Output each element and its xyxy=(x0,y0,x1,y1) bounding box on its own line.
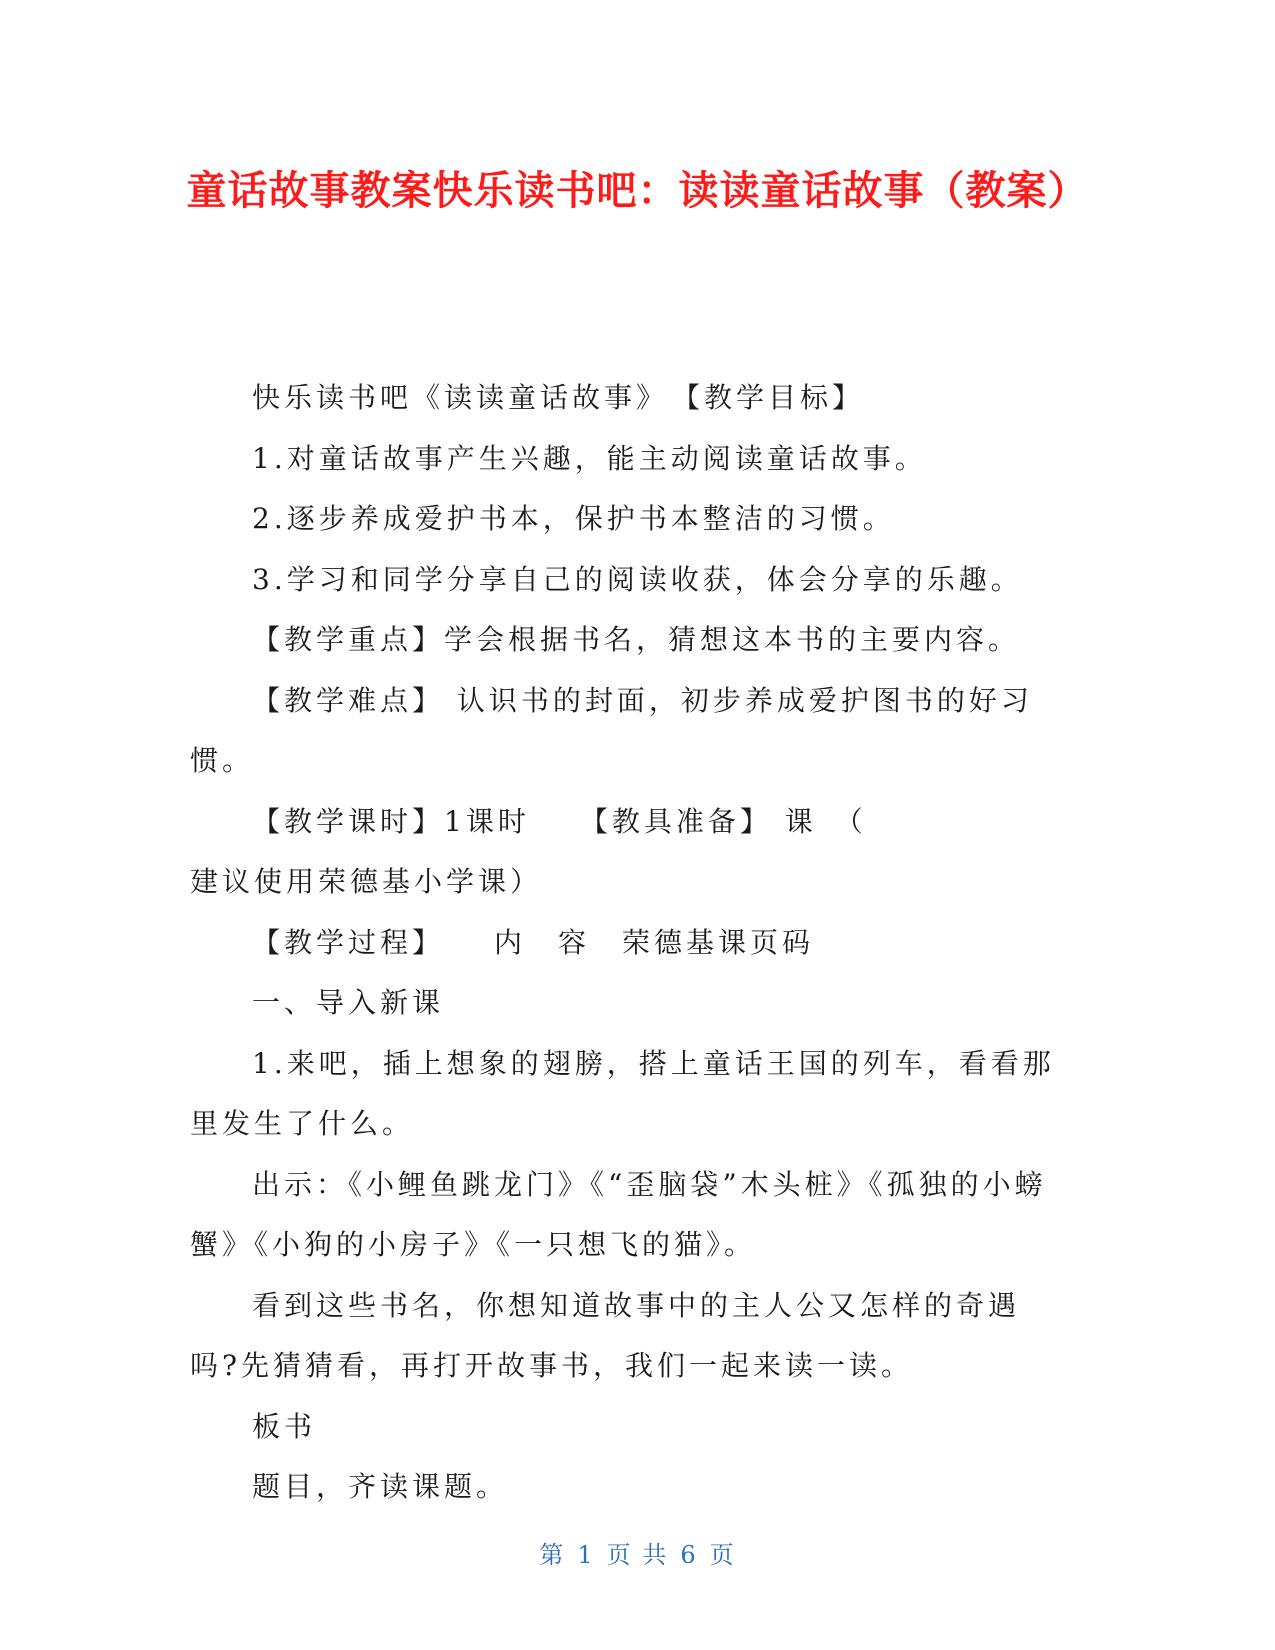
paragraph-15: 题目，齐读课题。 xyxy=(252,1470,509,1503)
paragraph-9: 【教学过程】 内 容 荣德基课页码 xyxy=(252,925,815,959)
document-title: 童话故事教案快乐读书吧：读读童话故事（教案） xyxy=(186,168,1089,214)
paragraph-12: 出示：《小鲤鱼跳龙门》《“歪脑袋”木头桩》《孤独的小螃蟹》《小狗的小房子》《一只想飞的猫》。 xyxy=(190,1167,1047,1261)
paragraph-5: 【教学重点】学会根据书名，猜想这本书的主要内容。 xyxy=(252,623,1021,656)
paragraph-2: 1.对童话故事产生兴趣，能主动阅读童话故事。 xyxy=(252,441,927,475)
document-body xyxy=(190,368,1070,1518)
paragraph-11: 1.来吧，插上想象的翅膀，搭上童话王国的列车，看看那里发生了什么。 xyxy=(190,1046,1055,1140)
paragraph-7: 【教学课时】1课时 【教具准备】 课 （ xyxy=(252,804,867,838)
paragraph-1: 快乐读书吧《读读童话故事》 【教学目标】 xyxy=(252,381,865,414)
footer-total-pages: 6 xyxy=(680,1541,698,1569)
paragraph-13: 看到这些书名，你想知道故事中的主人公又怎样的奇遇吗?先猜猜看，再打开故事书，我们一起来读一读。 xyxy=(190,1288,1021,1382)
paragraph-4: 3.学习和同学分享自己的阅读收获，体会分享的乐趣。 xyxy=(252,562,1023,596)
footer-current-page: 1 xyxy=(577,1541,595,1569)
paragraph-3: 2.逐步养成爱护书本，保护书本整洁的习惯。 xyxy=(252,502,895,535)
paragraph-10: 一、导入新课 xyxy=(252,986,445,1019)
paragraph-8: 建议使用荣德基小学课） xyxy=(190,865,543,898)
paragraph-6: 【教学难点】 认识书的封面，初步养成爱护图书的好习惯。 xyxy=(190,683,1033,777)
paragraph-14: 板书 xyxy=(252,1409,317,1443)
footer-label-end: 页 xyxy=(709,1541,736,1569)
footer-label-of: 页 共 xyxy=(606,1541,669,1569)
page-footer xyxy=(0,1535,1275,1570)
footer-label-page: 第 xyxy=(539,1541,566,1569)
